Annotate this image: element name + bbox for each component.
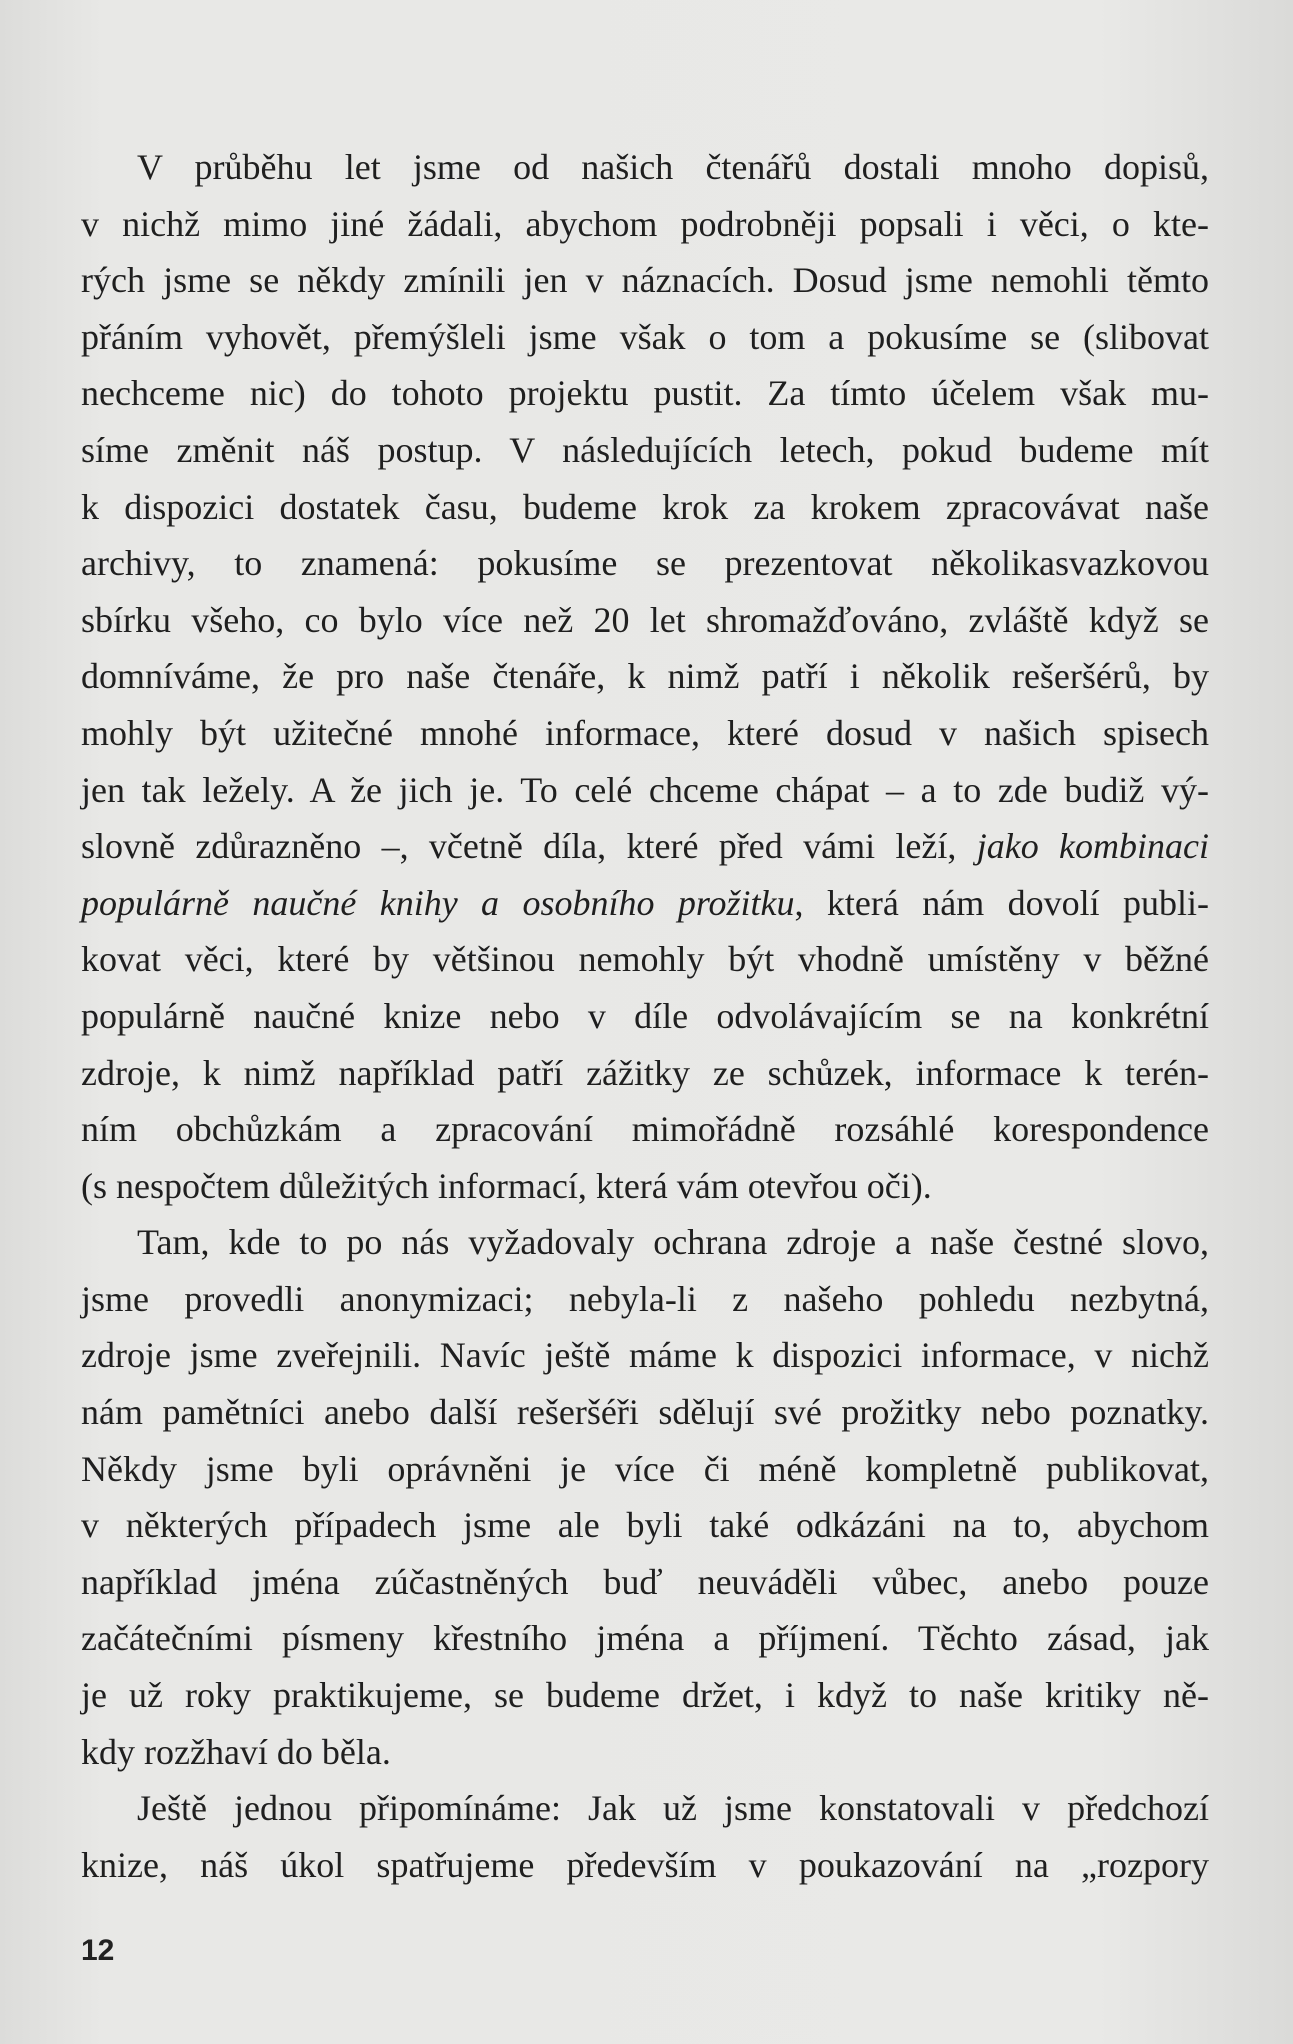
text-line: V průběhu let jsme od našich čtenářů dostali mnoho dopisů, <box>137 147 1209 187</box>
body-text <box>81 139 1209 1893</box>
text-line: populárně naučné knize nebo v díle odvolávajícím se na konkrétní <box>81 995 1209 1036</box>
text-line: síme změnit náš postup. V následujících letech, pokud budeme mít <box>81 429 1209 470</box>
text-line: přáním vyhovět, přemýšleli jsme však o tom a pokusíme se (slibovat <box>81 316 1209 357</box>
text-line <box>81 818 1209 875</box>
text-line: začátečními písmeny křestního jména a příjmení. Těchto zásad, jak <box>81 1618 1209 1659</box>
text-line <box>81 875 1209 932</box>
text-line: mohly být užitečné mnohé informace, které dosud v našich spisech <box>81 712 1209 753</box>
text-line: v některých případech jsme ale byli také odkázáni na to, abychom <box>81 1505 1209 1546</box>
text-segment: , která nám dovolí publi- <box>794 882 1209 923</box>
text-line: kovat věci, které by většinou nemohly být vhodně umístěny v běžné <box>81 939 1209 980</box>
text-line: knize, náš úkol spatřujeme především v poukazování na „rozpory <box>81 1844 1209 1885</box>
text-line: kdy rozžhaví do běla. <box>81 1731 391 1772</box>
page-number: 12 <box>81 1934 115 1967</box>
text-line: sbírku všeho, co bylo více než 20 let shromažďováno, zvláště když se <box>81 599 1209 640</box>
text-line: archivy, to znamená: pokusíme se prezentovat několikasvazkovou <box>81 543 1209 584</box>
text-line: jsme provedli anonymizaci; nebyla-li z našeho pohledu nezbytná, <box>81 1278 1209 1319</box>
text-line: například jména zúčastněných buď neuváděli vůbec, anebo pouze <box>81 1561 1209 1602</box>
italic-phrase: jako kombinaci <box>976 826 1209 867</box>
text-line: nám pamětníci anebo další rešeršéři sdělují své prožitky nebo poznatky. <box>81 1392 1209 1433</box>
text-line: jen tak ležely. A že jich je. To celé chceme chápat – a to zde budiž vý- <box>81 769 1209 810</box>
text-line: nechceme nic) do tohoto projektu pustit. Za tímto účelem však mu- <box>81 373 1209 414</box>
text-line: v nichž mimo jiné žádali, abychom podrobněji popsali i věci, o kte- <box>81 203 1209 244</box>
text-line: k dispozici dostatek času, budeme krok za krokem zpracovávat naše <box>81 486 1209 527</box>
text-line: rých jsme se někdy zmínili jen v náznacích. Dosud jsme nemohli těmto <box>81 260 1209 301</box>
text-line: je už roky praktikujeme, se budeme držet, i když to naše kritiky ně- <box>81 1675 1209 1716</box>
text-line: domníváme, že pro naše čtenáře, k nimž patří i několik rešeršérů, by <box>81 656 1209 697</box>
text-line: (s nespočtem důležitých informací, která vám otevřou oči). <box>81 1165 932 1206</box>
text-line: Ještě jednou připomínáme: Jak už jsme konstatovali v předchozí <box>137 1788 1209 1829</box>
text-segment: slovně zdůrazněno –, včetně díla, které před vámi leží, <box>81 826 977 867</box>
text-line: Někdy jsme byli oprávněni je více či méně kompletně publikovat, <box>81 1448 1209 1489</box>
text-line: Tam, kde to po nás vyžadovaly ochrana zdroje a naše čestné slovo, <box>137 1222 1209 1263</box>
italic-phrase: populárně naučné knihy a osobního prožitku <box>81 882 795 923</box>
text-line: zdroje jsme zveřejnili. Navíc ještě máme k dispozici informace, v nichž <box>81 1335 1209 1376</box>
text-line: zdroje, k nimž například patří zážitky ze schůzek, informace k terén- <box>81 1052 1209 1093</box>
text-line: ním obchůzkám a zpracování mimořádně rozsáhlé korespondence <box>81 1109 1209 1150</box>
